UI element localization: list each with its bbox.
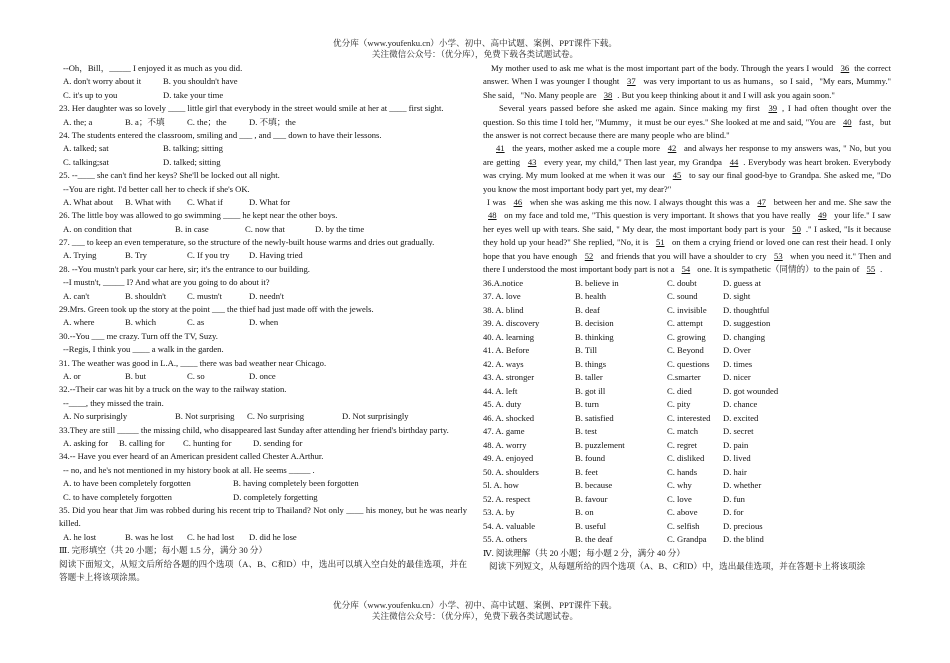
option-choice: C. the；the [187, 116, 227, 127]
cloze-option: 39. A. discovery [483, 318, 540, 328]
passage-paragraph [483, 142, 891, 196]
cloze-option: C. sound [667, 291, 698, 301]
passage-text: one. It is sympathetic（同情的）to the pain of [695, 264, 862, 275]
cloze-option: 54. A. valuable [483, 520, 536, 531]
passage-paragraph [483, 102, 891, 142]
passage-paragraph [483, 62, 891, 102]
answer-options [59, 75, 467, 88]
cloze-option: B. found [575, 453, 606, 463]
cloze-option: C. Beyond [667, 345, 704, 355]
answer-options [59, 249, 467, 262]
passage-text: when she was asking me this now. I always thought this was a [527, 197, 753, 208]
blank-number: 50 [792, 223, 801, 234]
blank-number: 47 [757, 197, 766, 208]
cloze-option: D. fun [723, 493, 745, 504]
blank-number: 55 [866, 264, 876, 275]
cloze-option: D. thoughtful [723, 304, 770, 315]
cloze-option: B. test [575, 426, 597, 436]
blank-number: 45 [672, 170, 682, 181]
passage-text: was very important to us as humans，so I said，"My ears, Mummy." She said，"No. Many people are [483, 76, 891, 100]
blank-number: 43 [527, 156, 537, 167]
cloze-option: B. things [575, 358, 607, 369]
option-choice: D. Not surprisingly [342, 411, 409, 422]
question-text: --____, they missed the train. [63, 397, 164, 408]
cloze-option: C. died [667, 385, 692, 396]
cloze-option: B. believe in [575, 277, 619, 288]
passage-text: and always her response to my answers was, " No, but you are getting [483, 143, 891, 167]
cloze-option: B. feet [575, 466, 598, 477]
cloze-option: B. favour [575, 493, 608, 504]
option-choice: D. sending for [253, 437, 303, 448]
question-text: Ⅲ. 完形填空（共 20 小题；每小题 1.5 分，满分 30 分） [59, 545, 268, 556]
header-line-2: 关注微信公众号：（优分库），免费下载各类试题试卷。 [371, 49, 579, 59]
option-choice: D. talked; sitting [163, 156, 221, 167]
question-text: 35. Did you hear that Jim was robbed during his recent trip to Thailand? Not only ____ his money, but he was nearly killed. [59, 504, 467, 529]
option-choice: B. shouldn't [125, 290, 167, 301]
cloze-option: 46. A. shocked [483, 412, 535, 423]
option-choice: D. completely forgetting [233, 491, 318, 502]
cloze-option: D. whether [723, 480, 762, 490]
question-text: 30.--You ___ me crazy. Turn off the TV, Suzy. [59, 330, 218, 341]
cloze-option: B. useful [575, 520, 607, 531]
option-choice: A. he lost [63, 531, 97, 542]
passage-text: Several years passed before she asked me again. Since making my first [499, 103, 764, 114]
cloze-option: D. Over [723, 345, 751, 355]
answer-options [59, 142, 467, 155]
question-text: 28. --You mustn't park your car here, sir; it's the entrance to our building. [59, 263, 310, 274]
passage-text: when you need it." Then and there I understood the most important body part is not a [483, 250, 891, 275]
blank-number: 49 [818, 210, 827, 221]
question-text: 25. --____ she can't find her keys? She'll be locked out all night. [59, 170, 280, 181]
cloze-option: D. chance [723, 399, 758, 409]
option-choice: A. the; a [63, 116, 93, 127]
question-text: 阅读下面短文，从短文后所给各题的四个选项（A、B、C和D）中，选出可以填入空白处的最佳选项，并在答题卡上将该项涂黑。 [59, 558, 467, 582]
option-choice: D. when [249, 317, 279, 328]
cloze-option: B. because [575, 480, 613, 490]
cloze-option: B. satisfied [575, 412, 614, 423]
cloze-option: B. got ill [575, 385, 606, 396]
blank-number: 54 [681, 264, 691, 275]
cloze-option: 52. A. respect [483, 493, 531, 504]
cloze-option: 41. A. Before [483, 345, 530, 355]
cloze-option: 40. A. learning [483, 331, 535, 342]
cloze-option: B. Till [575, 345, 597, 355]
cloze-option: 44. A. left [483, 385, 518, 396]
blank-number: 38 [603, 89, 613, 100]
cloze-option: C. above [667, 507, 698, 517]
option-choice: B. you shouldn't have [163, 76, 238, 87]
blank-number: 48 [488, 210, 497, 221]
cloze-option: D. the blind [723, 534, 764, 544]
answer-options [59, 89, 467, 102]
question-text: 34.-- Have you ever heard of an American president called Chester A.Arthur. [59, 451, 324, 462]
option-choice: A. where [63, 317, 95, 328]
section-4-instructions: 阅读下列短文，从每题所给的四个选项（A、B、C和D）中，选出最佳选项，并在答题卡上将该项涂 [489, 560, 866, 571]
passage-text: every year, my child," Then last year, my Grandpa [541, 156, 725, 167]
cloze-option: C. love [667, 493, 692, 504]
cloze-option: D. lived [723, 453, 751, 463]
answer-options [59, 437, 467, 450]
passage-text: fast，but the answer is not correct because there are many people who are blind." [483, 116, 891, 141]
cloze-option: C. interested [667, 412, 711, 423]
option-choice: A. on condition that [63, 223, 132, 234]
option-choice: C. to have completely forgotten [63, 491, 172, 502]
option-choice: D. did he lose [249, 531, 297, 542]
option-choice: C. No surprising [247, 411, 305, 422]
option-choice: A. talked; sat [63, 143, 109, 154]
option-choice: A. or [63, 370, 81, 381]
question-text: 27. ___ to keep an even temperature, so the structure of the newly-built house warms and dries out gradually. [59, 237, 435, 248]
option-choice: C. he had lost [187, 531, 235, 542]
cloze-option: D. guess at [723, 277, 761, 288]
page-footer [0, 600, 950, 622]
option-choice: C. talking;sat [63, 156, 109, 167]
answer-options [59, 531, 467, 544]
right-column [483, 62, 891, 573]
option-choice: B. which [125, 317, 157, 328]
cloze-option: 37. A. love [483, 291, 521, 301]
option-choice: C. it's up to you [63, 89, 118, 100]
cloze-option: 50. A. shoulders [483, 466, 539, 477]
cloze-option: 48. A. worry [483, 439, 527, 450]
cloze-option: 43. A. stronger [483, 372, 535, 382]
cloze-option: D. got wounded [723, 385, 779, 396]
cloze-option: D. nicer [723, 372, 751, 382]
option-choice: C. mustn't [187, 290, 222, 301]
answer-options [59, 290, 467, 303]
cloze-option: B. puzzlement [575, 439, 625, 450]
cloze-option: D. secret [723, 426, 754, 436]
question-text: 24. The students entered the classroom, smiling and ___ , and ___ down to have their lessons. [59, 129, 382, 140]
option-choice: B. was he lost [125, 531, 174, 542]
question-text: -- no, and he's not mentioned in my history book at all. He seems _____ . [63, 464, 315, 475]
blank-number: 40 [843, 116, 852, 127]
header-line-1: 优分库（www.youfenku.cn）小学、初中、高中试题、案例、PPT课件下载。 [333, 38, 617, 48]
passage-text: to say our final good-bye to Grandpa. She asked me, "Do you know the most important body part yet, my dear?" [483, 170, 891, 194]
blank-number: 53 [774, 250, 783, 261]
option-choice: A. can't [63, 290, 90, 301]
cloze-option: C. attempt [667, 318, 703, 328]
option-choice: A. asking for [63, 437, 109, 448]
footer-line-2: 关注微信公众号：（优分库），免费下载各类试题试卷。 [371, 611, 579, 621]
blank-number: 37 [627, 76, 636, 87]
option-choice: B. calling for [119, 437, 165, 448]
question-text: --I mustn't, _____ I? And what are you going to do about it? [63, 277, 270, 288]
cloze-option: 45. A. duty [483, 399, 522, 409]
cloze-option: C. Grandpa [667, 534, 707, 544]
option-choice: B. in case [175, 223, 209, 234]
section-4-title: Ⅳ. 阅读理解（共 20 小题；每小题 2 分，满分 40 分） [483, 547, 685, 558]
passage-text: the years, mother asked me a couple more [509, 143, 663, 154]
option-choice: B. a；不填 [125, 116, 165, 127]
answer-options [59, 156, 467, 169]
cloze-passage [483, 62, 891, 277]
passage-text: on my face and told me, "This question is very important. It shows that you have really [501, 210, 814, 221]
cloze-option: B. on [575, 507, 594, 517]
cloze-option: D. excited [723, 412, 759, 423]
answer-options [59, 196, 467, 209]
cloze-option: B. the deaf [575, 534, 613, 544]
question-text: 33.They are still _____ the missing child, who disappeared last Sunday after attending her friend's birthday party. [59, 424, 449, 435]
cloze-option: C. regret [667, 439, 698, 450]
passage-text: ." I asked, "Is it because they hold up your head?" She replied, "No, it is [483, 223, 891, 248]
answer-options [59, 491, 467, 504]
option-choice: C. hunting for [183, 437, 232, 448]
passage-paragraph [483, 196, 891, 276]
cloze-option: D. suggestion [723, 318, 771, 328]
blank-number: 52 [584, 250, 594, 261]
option-choice: D. once [249, 370, 276, 381]
cloze-option: D. sight [723, 291, 751, 301]
option-choice: A. What about [63, 196, 114, 207]
blank-number: 41 [496, 143, 505, 154]
cloze-option: D. for [723, 507, 744, 517]
option-choice: D. What for [249, 196, 291, 207]
option-choice: D. 不填；the [249, 116, 296, 127]
option-choice: B. but [125, 370, 147, 381]
passage-text: My mother used to ask me what is the most important part of the body. Through the years I would [491, 63, 836, 73]
question-text: 32.--Their car was hit by a truck on the way to the railway station. [59, 384, 287, 395]
cloze-option: 36.A.notice [483, 277, 524, 288]
answer-options [59, 370, 467, 383]
passage-text: . But you keep thinking about it and I will ask you again soon." [617, 89, 835, 100]
question-text: --Regis, I think you ____ a walk in the garden. [63, 344, 224, 355]
cloze-option: 47. A. game [483, 426, 525, 436]
option-choice: B. What with [125, 196, 171, 207]
cloze-option: 53. A. by [483, 507, 515, 517]
option-choice: A. to have been completely forgotten [63, 478, 191, 489]
cloze-option: 55. A. others [483, 534, 527, 544]
cloze-option: C. invisible [667, 304, 707, 315]
blank-number: 39 [768, 103, 778, 114]
passage-text: on them a crying friend or loved one can rest their head. I only hope that you have enough [483, 237, 892, 261]
answer-options [59, 410, 467, 423]
cloze-option: D. times [723, 358, 753, 369]
blank-number: 36 [840, 63, 850, 73]
option-choice: D. by the time [315, 223, 365, 234]
cloze-option: C. pity [667, 399, 691, 409]
cloze-option: D. changing [723, 331, 766, 342]
cloze-option: B. turn [575, 399, 599, 409]
cloze-option: 49. A. enjoyed [483, 453, 534, 463]
cloze-option: C. why [667, 480, 692, 490]
cloze-option: C. match [667, 426, 699, 436]
passage-text: . Everybody was heart broken. Everybody was crying. My mum looked at me when it was our [483, 156, 892, 181]
option-choice: C. so [187, 370, 205, 381]
passage-text: your life." I saw her eyes well up with tears. She said, " My dear, the most important body part is your [483, 210, 891, 234]
cloze-option: D. pain [723, 439, 749, 450]
cloze-option: C. selfish [667, 520, 700, 531]
question-text: --Oh，Bill，_____ I enjoyed it as much as you did. [63, 63, 243, 73]
answer-options [59, 223, 467, 236]
answer-options [59, 116, 467, 129]
passage-text: the correct answer. When I was younger I thought [483, 63, 892, 87]
passage-text: . [880, 264, 883, 275]
option-choice: D. Having tried [249, 250, 303, 261]
cloze-option: C. growing [667, 331, 706, 342]
answer-options [59, 316, 467, 329]
answer-options [59, 477, 467, 490]
option-choice: A. No surprisingly [63, 411, 128, 422]
page-header [0, 38, 950, 60]
cloze-option: D. precious [723, 520, 763, 531]
option-choice: B. having completely been forgotten [233, 478, 359, 489]
cloze-option: C. doubt [667, 277, 697, 288]
cloze-option: B. deaf [575, 304, 600, 315]
option-choice: A. Trying [63, 250, 97, 261]
option-choice: C. as [187, 317, 205, 328]
option-choice: C. If you try [187, 250, 230, 261]
blank-number: 44 [729, 156, 739, 167]
left-column [59, 62, 467, 584]
cloze-option: B. health [575, 291, 607, 301]
cloze-option: B. decision [575, 318, 614, 328]
question-text: 23. Her daughter was so lovely ____ little girl that everybody in the street would smile at her at ____ first sight. [59, 103, 444, 114]
question-text: --You are right. I'd better call her to check if she's OK. [63, 183, 250, 194]
option-choice: A. don't worry about it [63, 76, 142, 87]
passage-text: and friends that you will have a shoulder to cry [598, 250, 770, 261]
option-choice: B. Not surprising [175, 411, 235, 422]
question-text: 31. The weather was good in L.A., ____ there was bad weather near Chicago. [59, 357, 327, 368]
cloze-option: C. disliked [667, 453, 705, 463]
option-choice: B. talking; sitting [163, 143, 223, 154]
blank-number: 46 [513, 197, 523, 208]
passage-text: I was [487, 197, 509, 208]
option-choice: B. Try [125, 250, 147, 261]
option-choice: D. take your time [163, 89, 224, 100]
blank-number: 42 [667, 143, 677, 154]
cloze-option: C. hands [667, 466, 698, 477]
cloze-option: B. thinking [575, 331, 614, 342]
footer-line-1: 优分库（www.youfenku.cn）小学、初中、高中试题、案例、PPT课件下载。 [333, 600, 617, 610]
passage-text: , I had often thought over the question. So this time I told her, "Mummy，it must be our eyes." She looked at me and said, "You are [483, 103, 892, 127]
cloze-option: 38. A. blind [483, 304, 524, 315]
cloze-option: C. questions [667, 358, 710, 369]
cloze-option: B. taller [575, 372, 603, 382]
option-choice: D. needn't [249, 290, 284, 301]
passage-text: between her and me. She saw the [770, 197, 892, 208]
question-text: 26. The little boy was allowed to go swimming ____ he kept near the other boys. [59, 210, 338, 221]
cloze-option: 42. A. ways [483, 358, 524, 369]
option-choice: C. What if [187, 196, 223, 207]
cloze-option: C.smarter [667, 372, 701, 382]
cloze-option: D. hair [723, 466, 747, 477]
option-choice: C. now that [245, 223, 285, 234]
blank-number: 51 [655, 237, 665, 248]
question-text: 29.Mrs. Green took up the story at the point ___ the thief had just made off with the jewels. [59, 304, 374, 315]
cloze-options [483, 277, 891, 547]
cloze-option: 5l. A. how [483, 480, 519, 490]
